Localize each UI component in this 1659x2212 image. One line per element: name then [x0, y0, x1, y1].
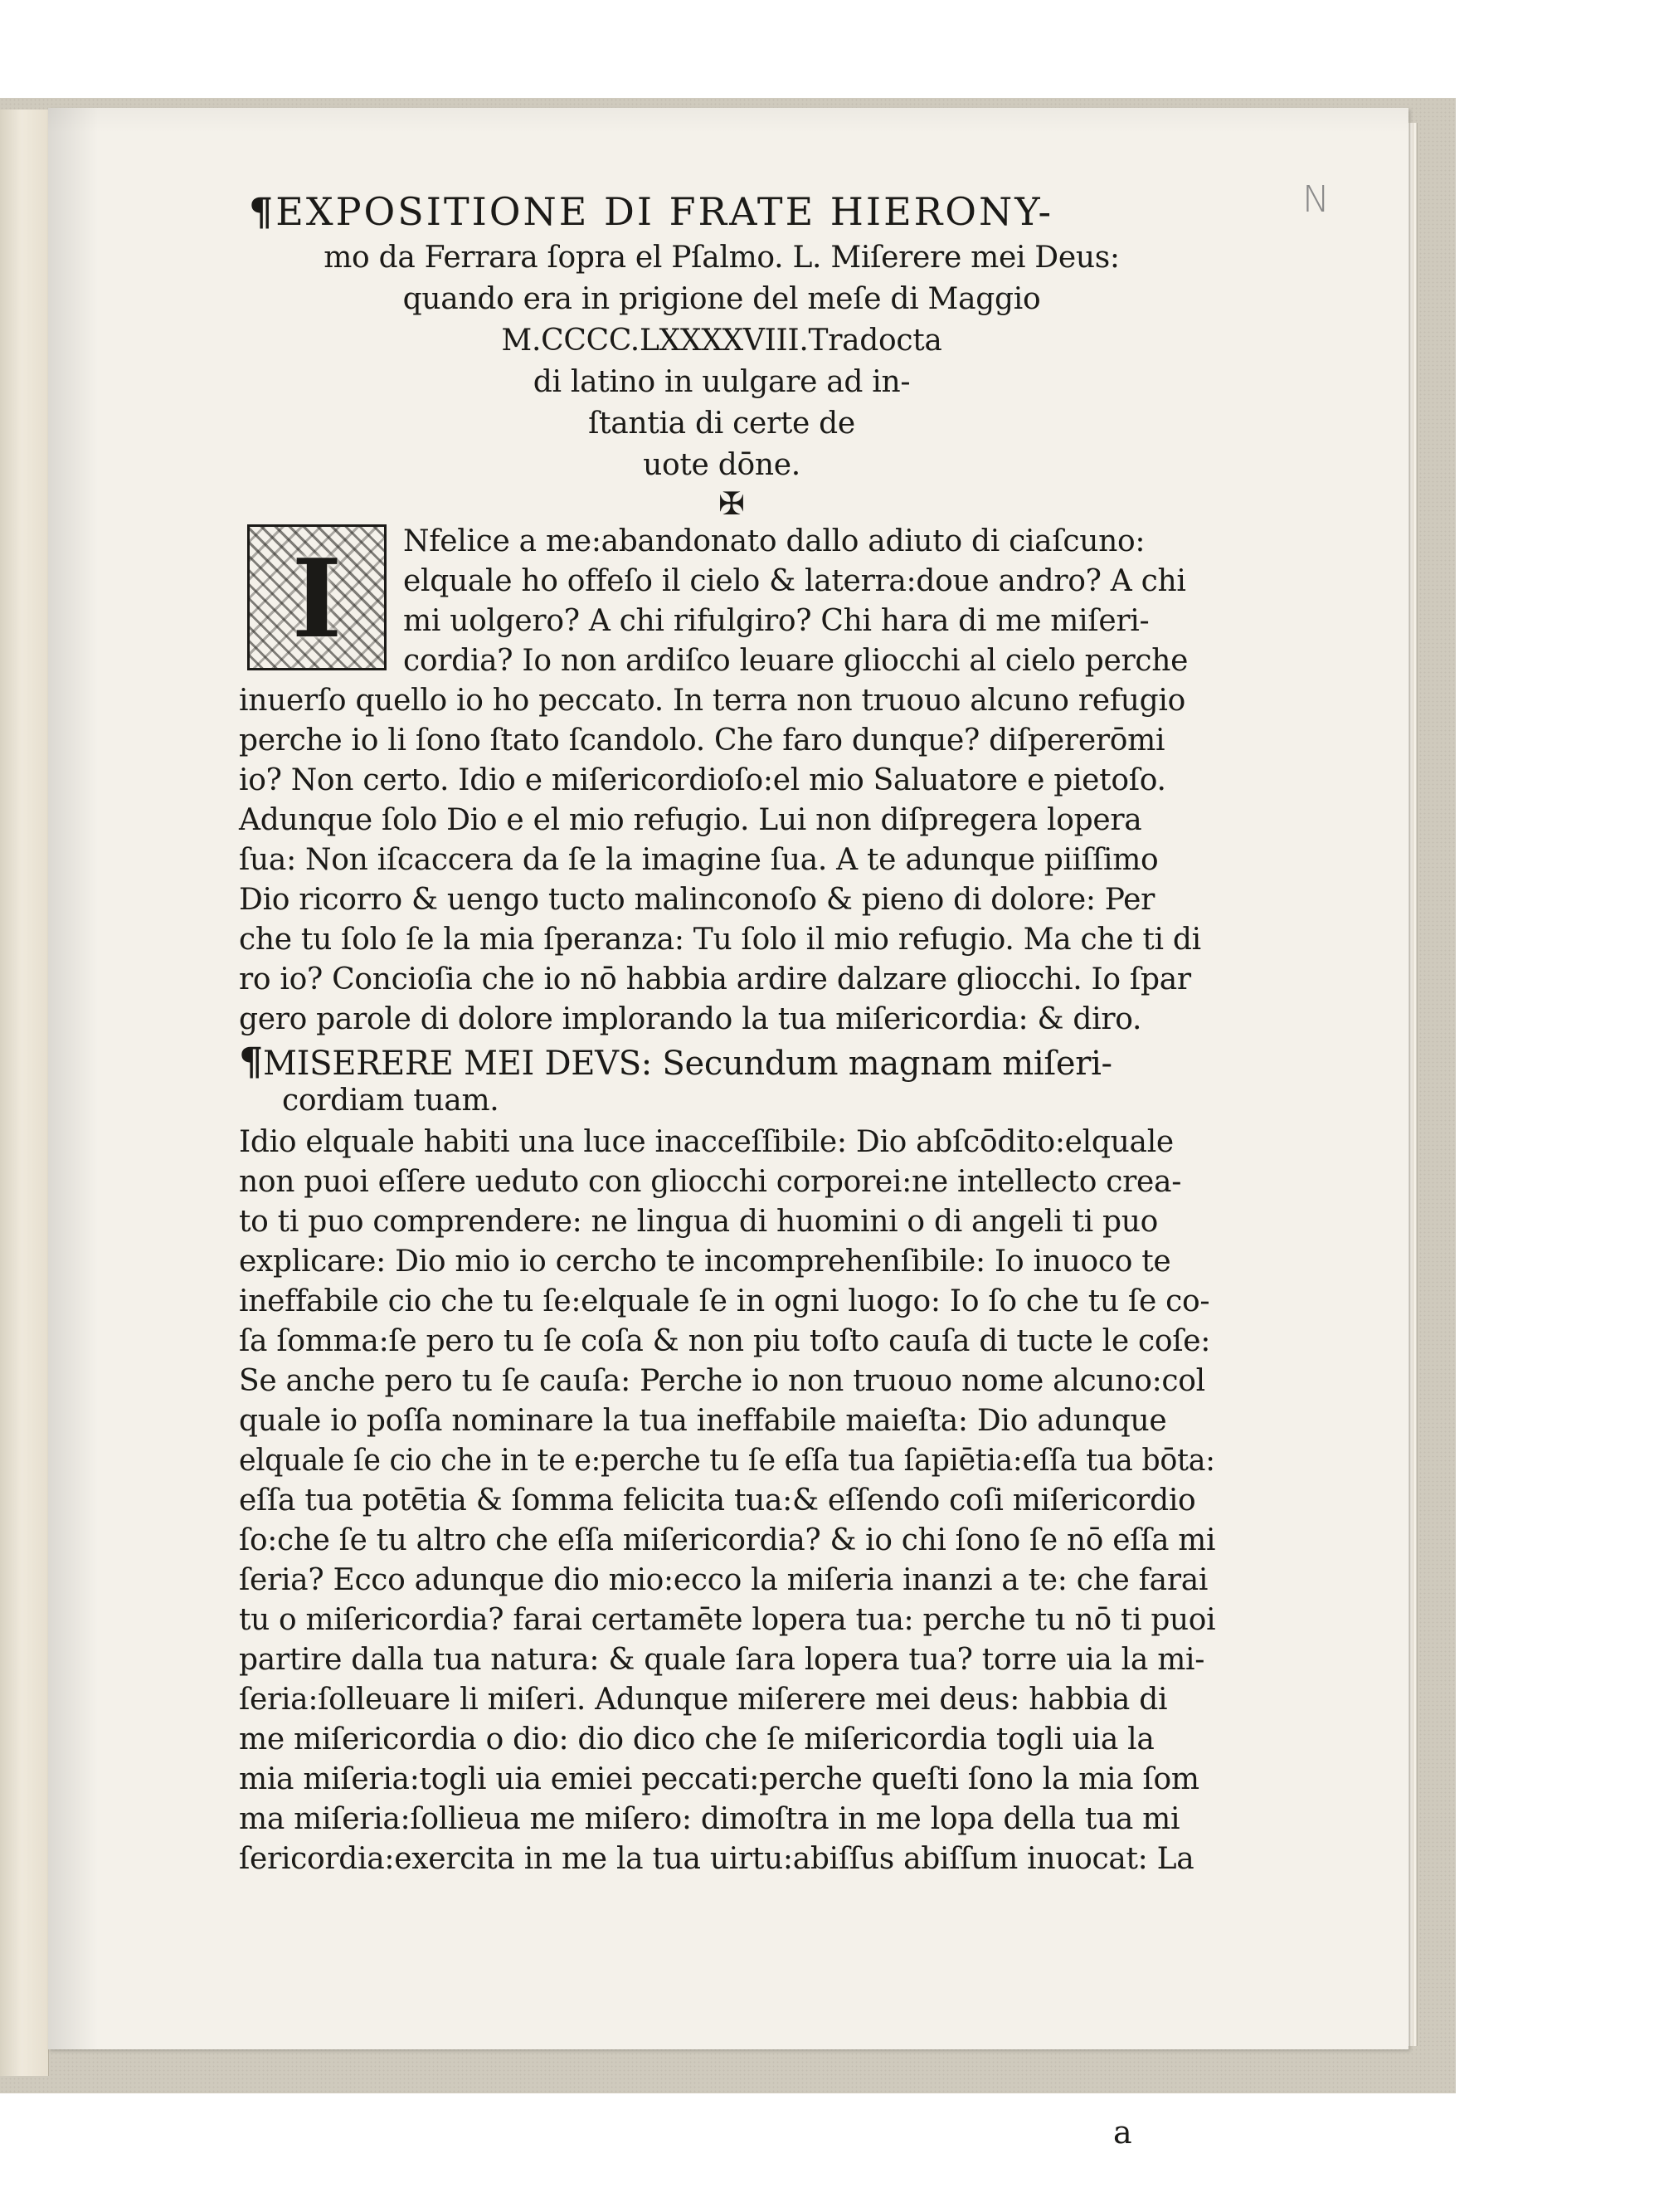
commentary-line: ſeria:ſolleuare li miſeri. Adunque miſerere mei deus: habbia di	[239, 1683, 1168, 1717]
title-line-1: ¶EXPOSITIONE DI FRATE HIERONY-	[249, 189, 1054, 234]
title-line-5: di latino in uulgare ad in-	[533, 365, 911, 399]
body-line: Nfelice a me:abandonato dallo adiuto di ciaſcuno:	[403, 524, 1146, 558]
cross-ornament: ✠	[718, 485, 745, 522]
commentary-line: partire dalla tua natura: & quale ſara lopera tua? torre uia la mi-	[239, 1643, 1205, 1677]
pilcrow-mark: ¶	[249, 189, 276, 234]
body-line: ro io? Concioſia che io nō habbia ardire dalzare gliocchi. Io ſpar	[239, 962, 1191, 996]
pilcrow-mark: ¶	[239, 1039, 263, 1084]
commentary-line: quale io poſſa nominare la tua ineffabile maieſta: Dio adunque	[239, 1404, 1167, 1438]
commentary-line: Se anche pero tu ſe cauſa: Perche io non truouo nome alcuno:col	[239, 1364, 1205, 1398]
decorated-initial	[247, 524, 387, 670]
commentary-line: tu o miſericordia? farai certamēte lopera tua: perche tu nō ti puoi	[239, 1603, 1216, 1637]
facing-page-edge	[0, 110, 49, 2076]
commentary-line: to ti puo comprendere: ne lingua di huomini o di angeli ti puo	[239, 1205, 1158, 1239]
commentary-line: ineffabile cio che tu ſe:elquale ſe in ogni luogo: Io ſo che tu ſe co-	[239, 1284, 1210, 1318]
title-line-3: quando era in prigione del meſe di Maggio	[402, 282, 1041, 316]
commentary-line: mia miſeria:togli uia emiei peccati:perche queſti ſono la mia ſom	[239, 1762, 1199, 1796]
body-line: Dio ricorro & uengo tucto malinconoſo & pieno di dolore: Per	[239, 883, 1155, 917]
commentary-line: ſa ſomma:ſe pero tu ſe coſa & non piu toſto cauſa di tucte le coſe:	[239, 1324, 1211, 1358]
body-line: inuerſo quello io ho peccato. In terra non truouo alcuno refugio	[239, 684, 1185, 718]
commentary-line: ma miſeria:ſollieua me miſero: dimoſtra in me lopa della tua mi	[239, 1802, 1180, 1836]
commentary-line: eſſa tua potētia & ſomma felicita tua:& eſſendo coſi miſericordio	[239, 1484, 1196, 1518]
title-line-6: ſtantia di certe de	[588, 407, 855, 441]
body-line: io? Non certo. Idio e miſericordioſo:el mio Saluatore e pietoſo.	[239, 763, 1166, 797]
page-annotation-mark: N	[1302, 178, 1330, 221]
commentary-line: ſericordia:exercita in me la tua uirtu:abiſſus abiſſum inuocat: La	[239, 1842, 1194, 1876]
title-line-7: uote dōne.	[643, 448, 800, 482]
commentary-line: me miſericordia o dio: dio dico che ſe miſericordia togli uia la	[239, 1722, 1155, 1756]
initial-letter: I	[291, 535, 343, 662]
commentary-line: Idio elquale habiti una luce inacceſſibile: Dio abſcōdito:elquale	[239, 1125, 1174, 1159]
title-line-4: M.CCCC.LXXXXVIII.Tradocta	[501, 324, 942, 358]
body-line: Adunque ſolo Dio e el mio refugio. Lui non diſpregera lopera	[239, 803, 1142, 837]
commentary-line: explicare: Dio mio io cercho te incomprehenſibile: Io inuoco te	[239, 1245, 1171, 1279]
body-line: ſua: Non iſcaccera da ſe la imagine ſua. A te adunque piiſſimo	[239, 843, 1159, 877]
body-line: cordia? Io non ardiſco leuare gliocchi al cielo perche	[403, 644, 1189, 678]
commentary-line: ſo:che ſe tu altro che eſſa miſericordia? & io chi ſono ſe nō eſſa mi	[239, 1523, 1216, 1557]
body-line: che tu ſolo ſe la mia ſperanza: Tu ſolo il mio refugio. Ma che ti di	[239, 923, 1201, 957]
commentary-line: non puoi eſſere ueduto con gliocchi corporei:ne intellecto crea-	[239, 1165, 1182, 1199]
body-line: mi uolgero? A chi rifulgiro? Chi hara di me miſeri-	[403, 604, 1150, 638]
signature-mark: a	[1113, 2114, 1132, 2151]
title-line-2: mo da Ferrara ſopra el Pſalmo. L. Miſerere mei Deus:	[324, 241, 1120, 275]
verse-heading-continuation: cordiam tuam.	[282, 1084, 499, 1118]
body-line: gero parole di dolore implorando la tua miſericordia: & diro.	[239, 1002, 1142, 1036]
commentary-line: elquale ſe cio che in te e:perche tu ſe eſſa tua ſapiētia:eſſa tua bōta:	[239, 1444, 1215, 1478]
commentary-line: ſeria? Ecco adunque dio mio:ecco la miſeria inanzi a te: che farai	[239, 1563, 1209, 1597]
body-line: perche io li ſono ſtato ſcandolo. Che faro dunque? diſpererōmi	[239, 724, 1165, 758]
body-line: elquale ho offeſo il cielo & laterra:doue andro? A chi	[403, 564, 1186, 598]
verse-heading: ¶MISERERE MEI DEVS: Secundum magnam miſeri-	[239, 1039, 1112, 1084]
